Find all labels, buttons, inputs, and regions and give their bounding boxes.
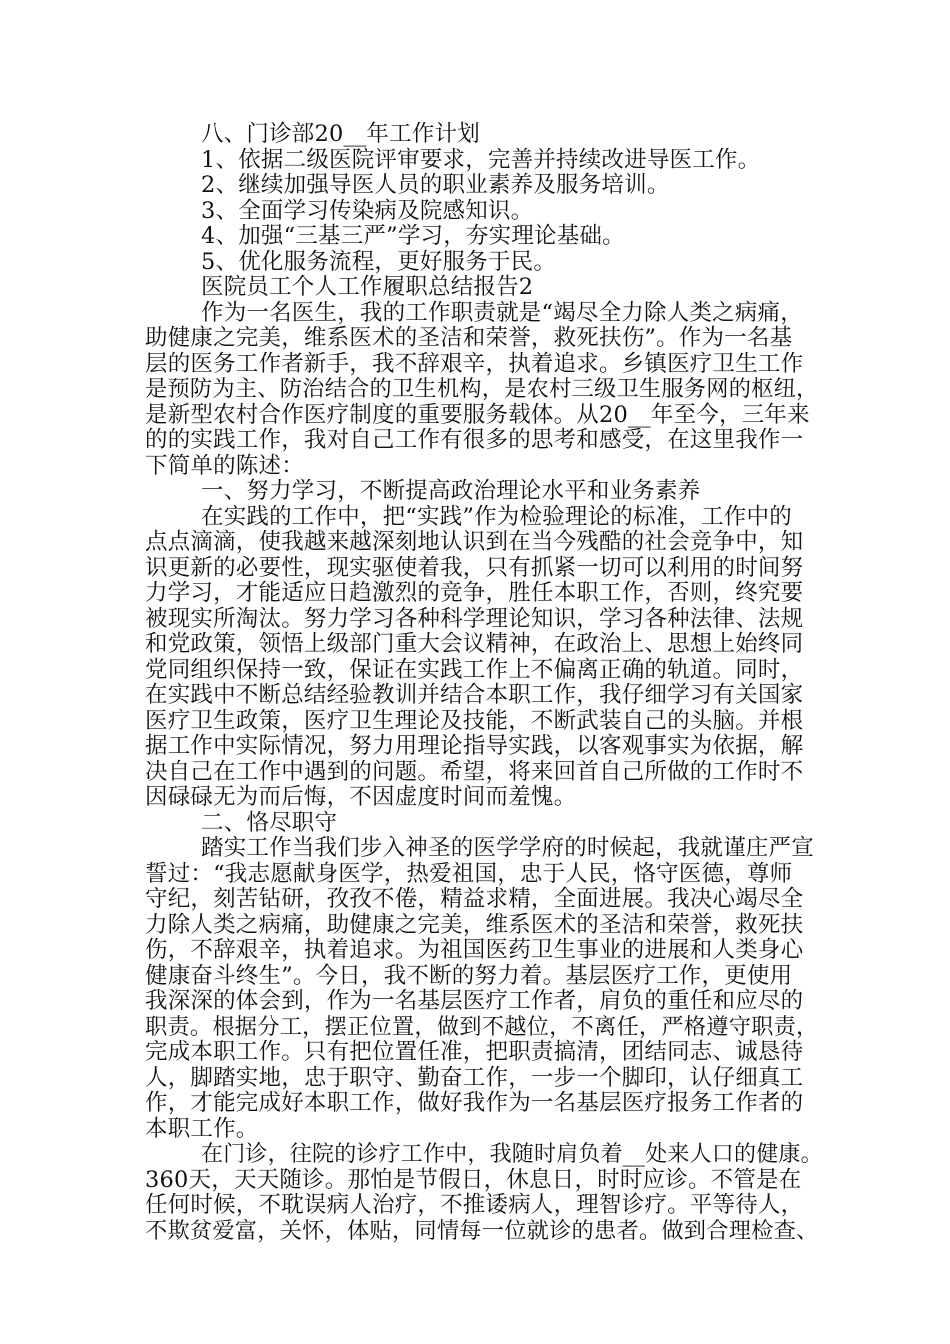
text-line: 一、努力学习，不断提高政治理论水平和业务素养 [201,478,701,504]
text-line: 伤，不辞艰辛，执着追求。为祖国医药卫生事业的进展和人类身心 [145,937,804,963]
text-line: 二、恪尽职守 [201,809,338,836]
text-line: 是预防为主、防治结合的卫生机构，是农村三级卫生服务网的枢纽， [145,376,819,402]
text-line: 本职工作。 [145,1115,259,1142]
text-line: 被现实所淘汰。努力学习各种科学理论知识，学习各种法律、法规 [145,605,804,632]
text-line: 力除人类之病痛，助健康之完美，维系医术的圣洁和荣誉，救死扶 [145,911,804,938]
text-line: 职责。根据分工，摆正位置，做到不越位，不离任，严格遵守职责， [145,1013,819,1040]
text-line: 下简单的陈述： [145,452,304,479]
text-line: 作为一名医生，我的工作职责就是“竭尽全力除人类之病痛， [201,299,803,326]
text-line: 助健康之完美，维系医术的圣洁和荣誉，救死扶伤”。作为一名基 [145,325,793,351]
text-line: 5、优化服务流程，更好服务于民。 [201,248,557,275]
text-line: 誓过：“我志愿献身医学，热爱祖国，忠于人民，恪守医德，尊师 [145,860,793,887]
text-line: 据工作中实际情况，努力用理论指导实践，以客观事实为依据，解 [145,733,804,759]
text-line: 和党政策，领悟上级部门重大会议精神，在政治上、思想上始终同 [145,631,804,657]
text-line: 党同组织保持一致，保证在实践工作上不偏离正确的轨道。同时， [145,656,804,683]
text-line: 2、继续加强导医人员的职业素养及服务培训。 [201,172,670,198]
text-line: 八、门诊部20__年工作计划 [201,121,480,147]
text-line: 在门诊，往院的诊疗工作中，我随时肩负着__处来人口的健康。 [201,1142,823,1167]
text-line: 守纪，刻苦钻研，孜孜不倦，精益求精，全面进展。我决心竭尽全 [145,886,804,912]
text-line: 作，才能完成好本职工作，做好我作为一名基层医疗报务工作者的 [145,1090,804,1116]
document-page [145,122,825,1244]
text-line: 我深深的体会到，作为一名基层医疗工作者，肩负的重任和应尽的 [145,988,804,1014]
text-line: 在实践的工作中，把“实践”作为检验理论的标准，工作中的 [201,503,792,530]
text-line: 点点滴滴，使我越来越深刻地认识到在当今残酷的社会竞争中，知 [145,529,804,555]
text-line: 不欺贫爱富，关怀，体贴，同情每一位就诊的患者。做到合理检查、 [145,1217,819,1244]
text-line: 踏实工作当我们步入神圣的医学学府的时候起，我就谨庄严宣 [201,835,814,861]
text-line: 360天，天天随诊。那怕是节假日，休息日，时时应诊。不管是在 [145,1166,802,1193]
text-line: 医院员工个人工作履职总结报告2 [201,274,534,300]
text-line: 是新型农村合作医疗制度的重要服务载体。从20__年至今，三年来 [145,401,810,428]
text-line: 3、全面学习传染病及院感知识。 [201,197,534,224]
text-line: 1、依据二级医院评审要求，完善并持续改进导医工作。 [201,146,761,173]
text-line: 因碌碌无为而后悔，不因虚度时间而羞愧。 [145,784,577,810]
text-line: 医疗卫生政策，医疗卫生理论及技能，不断武装自己的头脑。并根 [145,707,804,734]
text-line: 的的实践工作，我对自己工作有很多的思考和感受，在这里我作一 [145,427,804,453]
text-line: 力学习，才能适应日趋激烈的竞争，胜任本职工作，否则，终究要 [145,580,804,606]
text-line: 健康奋斗终生”。今日，我不断的努力着。基层医疗工作，更使用 [145,962,793,989]
text-line: 完成本职工作。只有把位置任准，把职责搞清，团结同志、诚恳待 [145,1039,804,1065]
text-line: 任何时候，不耽误病人治疗，不推诿病人，理智诊疗。平等待人， [145,1192,804,1218]
text-line: 层的医务工作者新手，我不辞艰辛，执着追求。乡镇医疗卫生工作 [145,350,804,377]
text-line: 在实践中不断总结经验教训并结合本职工作，我仔细学习有关国家 [145,682,804,708]
text-line: 决自己在工作中遇到的问题。希望，将来回首自己所做的工作时不 [145,758,804,785]
text-line: 人，脚踏实地，忠于职守、勤奋工作，一步一个脚印，认仔细真工 [145,1064,804,1091]
text-line: 识更新的必要性，现实驱使着我，只有抓紧一切可以利用的时间努 [145,554,804,581]
text-line: 4、加强“三基三严”学习，夯实理论基础。 [201,223,625,249]
